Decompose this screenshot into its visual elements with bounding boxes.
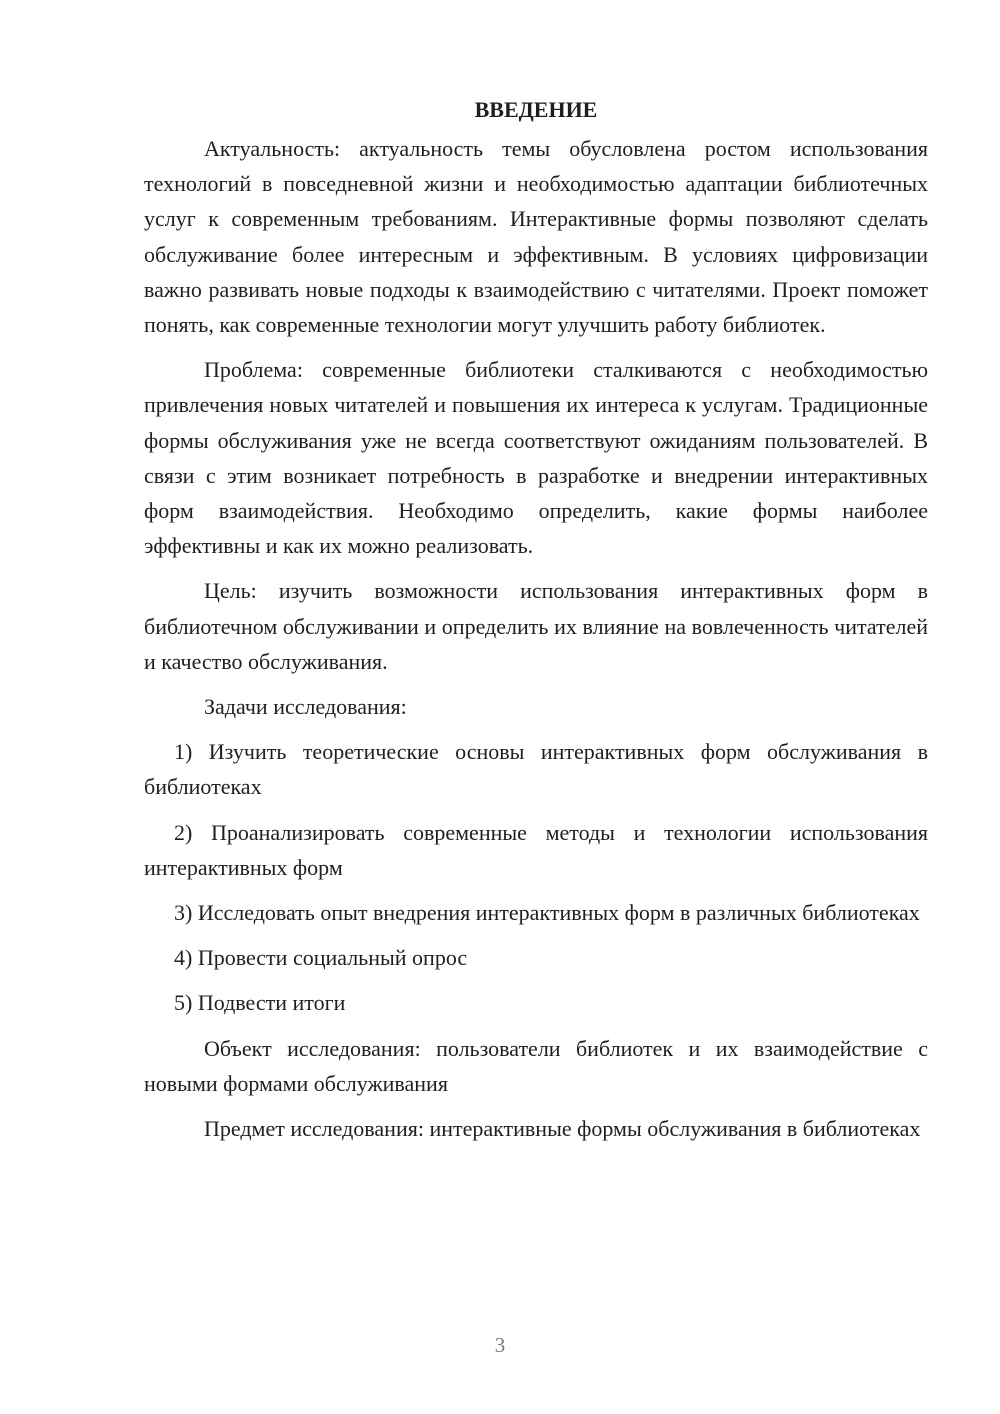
task-item-2: 2) Проанализировать современные методы и технологии использования интерактивных форм bbox=[144, 819, 928, 880]
task-item-5: 5) Подвести итоги bbox=[174, 990, 346, 1016]
paragraph-subject: Предмет исследования: интерактивные формы обслуживания в библиотеках bbox=[204, 1116, 921, 1142]
task-item-3: 3) Исследовать опыт внедрения интерактивных форм в различных библиотеках bbox=[174, 900, 920, 926]
task-item-1: 1) Изучить теоретические основы интерактивных форм обслуживания в библиотеках bbox=[144, 739, 928, 800]
paragraph-object: Объект исследования: пользователи библиотек и их взаимодействие с новыми формами обслуживания bbox=[144, 1035, 928, 1096]
paragraph-problem: Проблема: современные библиотеки сталкиваются с необходимостью привлечения новых читателей и повышения их интереса к услугам. Традиционные формы обслуживания уже не всегда соответствуют ожиданиям пользователей. В связи с этим возникает потребность в разработке и внедрении интерактивных форм взаимодействия. Необходимо определить, какие формы наиболее эффективны и как их можно реализовать. bbox=[144, 357, 928, 559]
paragraph-relevance: Актуальность: актуальность темы обусловлена ростом использования технологий в повседневной жизни и необходимостью адаптации библиотечных услуг к современным требованиям. Интерактивные формы позволяют сделать обслуживание более интересным и эффективным. В условиях цифровизации важно развивать новые подходы к взаимодействию с читателями. Проект поможет понять, как современные технологии могут улучшить работу библиотек. bbox=[144, 136, 928, 338]
document-page bbox=[144, 92, 928, 1146]
page-number: 3 bbox=[494, 1333, 506, 1357]
task-item-4: 4) Провести социальный опрос bbox=[174, 945, 468, 971]
tasks-heading: Задачи исследования: bbox=[204, 694, 407, 720]
page-title: ВВЕДЕНИЕ bbox=[474, 97, 598, 122]
paragraph-goal: Цель: изучить возможности использования интерактивных форм в библиотечном обслуживании и определить их влияние на вовлеченность читателей и качество обслуживания. bbox=[144, 578, 928, 674]
